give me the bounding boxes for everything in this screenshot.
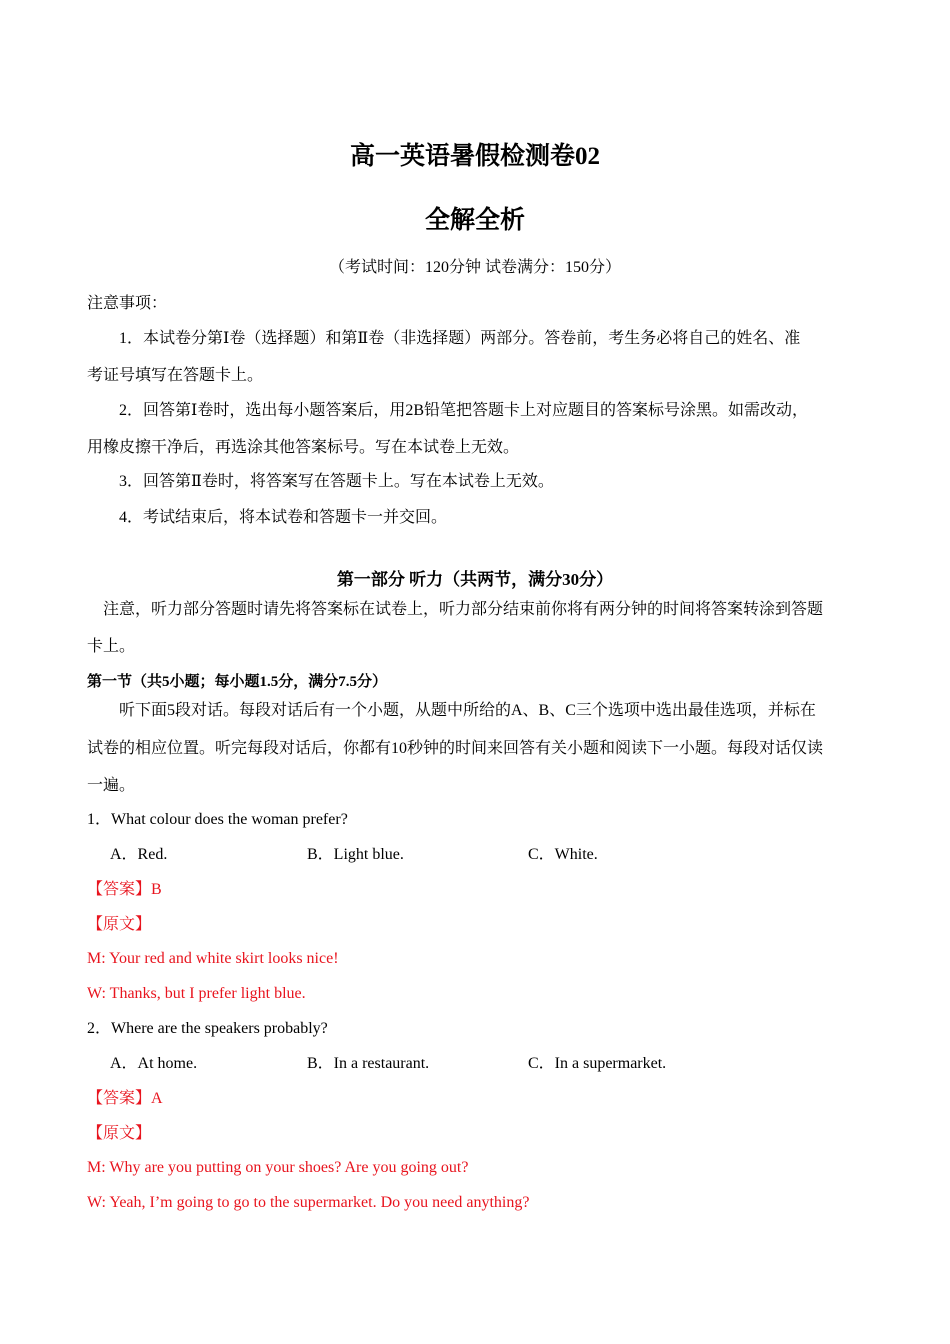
part1-note-line-2: 卡上。 <box>87 638 136 655</box>
question-2-answer: 【答案】A <box>87 1090 163 1107</box>
part1-note-line-1: 注意，听力部分答题时请先将答案标在试卷上，听力部分结束前你将有两分钟的时间将答案转涂到答题 <box>103 601 824 618</box>
question-1-option-a: A．Red. <box>110 846 168 863</box>
question-1-answer: 【答案】B <box>87 881 162 898</box>
notes-heading: 注意事项： <box>87 295 168 312</box>
note-item-1-line-1: 1．本试卷分第Ⅰ卷（选择题）和第Ⅱ卷（非选择题）两部分。答卷前，考生务必将自己的姓名、准 <box>119 330 801 347</box>
question-2-option-c: C．In a supermarket. <box>528 1055 667 1072</box>
question-2-transcript-w: W: Yeah, I’m going to go to the supermarket. Do you need anything? <box>87 1194 530 1211</box>
question-2-transcript-label: 【原文】 <box>87 1125 152 1142</box>
question-1-option-b: B．Light blue. <box>307 846 404 863</box>
note-item-4: 4．考试结束后，将本试卷和答题卡一并交回。 <box>119 509 448 526</box>
question-2-option-a: A．At home. <box>110 1055 198 1072</box>
question-1-transcript-label: 【原文】 <box>87 916 152 933</box>
question-2-transcript-m: M: Why are you putting on your shoes? Are you going out? <box>87 1159 469 1176</box>
page-subtitle: 全解全析 <box>424 207 525 234</box>
question-1: 1．What colour does the woman prefer? <box>87 811 348 828</box>
section1-instruction-line-2: 试卷的相应位置。听完每段对话后，你都有10秒钟的时间来回答有关小题和阅读下一小题。每段对话仅读 <box>87 740 824 757</box>
question-2-option-b: B．In a restaurant. <box>307 1055 430 1072</box>
section1-instruction-line-3: 一遍。 <box>87 777 136 794</box>
question-1-option-c: C．White. <box>528 846 598 863</box>
part1-heading: 第一部分 听力（共两节，满分30分） <box>336 570 614 589</box>
section1-instruction-line-1: 听下面5段对话。每段对话后有一个小题，从题中所给的A、B、C三个选项中选出最佳选项，并标在 <box>119 702 816 719</box>
question-1-transcript-m: M: Your red and white skirt looks nice! <box>87 950 339 967</box>
note-item-1-line-2: 考证号填写在答题卡上。 <box>87 367 264 384</box>
exam-info: （考试时间：120分钟 试卷满分：150分） <box>328 259 621 276</box>
page-title: 高一英语暑假检测卷02 <box>349 143 600 170</box>
question-1-transcript-w: W: Thanks, but I prefer light blue. <box>87 985 306 1002</box>
section1-heading: 第一节（共5小题；每小题1.5分，满分7.5分） <box>87 674 388 690</box>
note-item-2-line-1: 2．回答第Ⅰ卷时，选出每小题答案后，用2B铅笔把答题卡上对应题目的答案标号涂黑。如需改动， <box>119 402 808 419</box>
question-2: 2．Where are the speakers probably? <box>87 1020 328 1037</box>
note-item-3: 3．回答第Ⅱ卷时，将答案写在答题卡上。写在本试卷上无效。 <box>119 473 554 490</box>
note-item-2-line-2: 用橡皮擦干净后，再选涂其他答案标号。写在本试卷上无效。 <box>87 439 520 456</box>
